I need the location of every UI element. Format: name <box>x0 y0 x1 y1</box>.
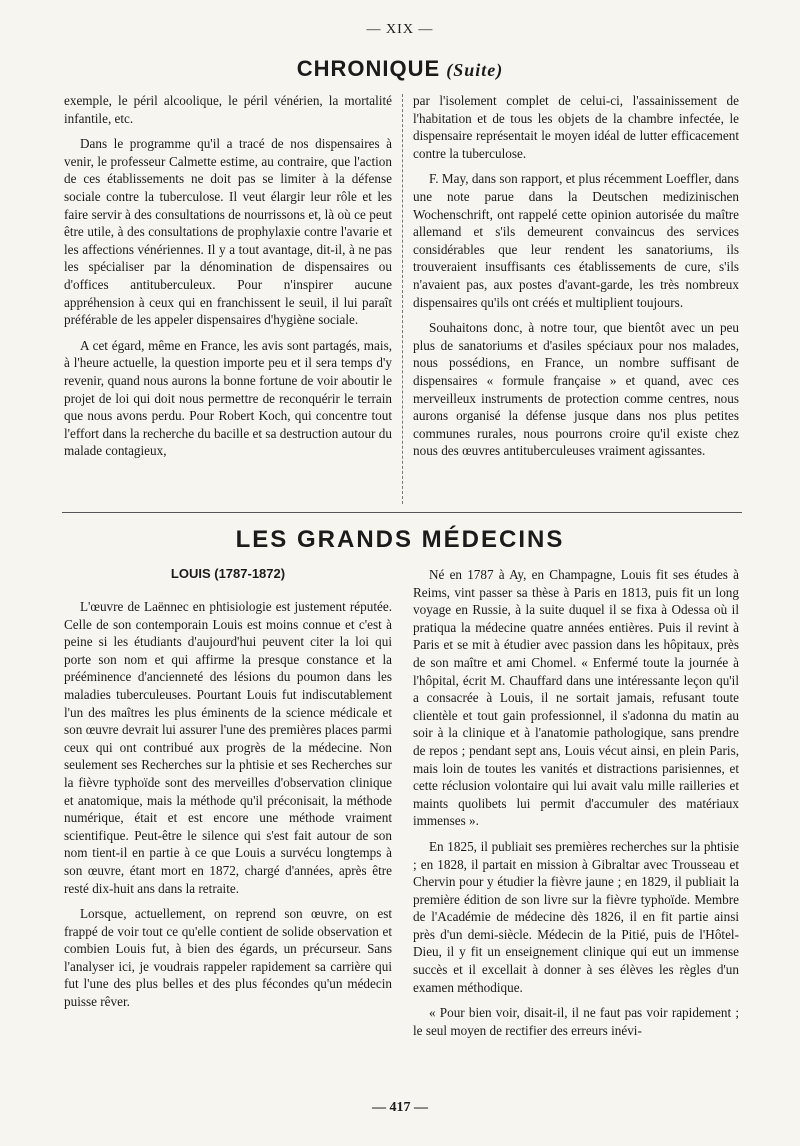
paragraph: Souhaitons donc, à notre tour, que bientôt avec un peu plus de sanatoriums et d'asiles spéciaux pour nos malades, nous possédions, en France, un nombre suffisant de dispensaires « formule française » et quand, avec ces merveilleux instruments de protection comme centres, nous aurons organisé la défense jusque dans nos plus petites communes rurales, nous pourrons croire qu'il existe chez nous des œuvres antituberculeuses vraiment agissantes. <box>413 320 739 459</box>
paragraph: « Pour bien voir, disait-il, il ne faut pas voir rapidement ; le seul moyen de rectifier des erreurs inévi- <box>413 1005 739 1038</box>
paragraph: Né en 1787 à Ay, en Champagne, Louis fit ses études à Reims, vint passer sa thèse à Paris en 1813, puis fit un long voyage en Russie, à la suite duquel il se fixa à Odessa où il pratiqua la médecine quatre années entières. Puis il revint à Paris et se mit à étudier avec passion dans les hôpitaux, près de son maître et ami Chomel. « Enfermé toute la journée à l'hôpital, écrit M. Chauffard dans une intéressante leçon qu'il a consacrée à Louis, il ne sortait jamais, refusant toute clientèle et tout gain professionnel, il s'adonna du matin au soir à la clinique et à l'anatomie pathologique, sans prendre de repos ; pendant sept ans, Louis vécut ainsi, en plein Paris, mais loin de toutes les vanités et distractions parisiennes, et cette réclusion volontaire qui lui avait valu mille railleries et maints quolibets lui permit d'accumuler des matériaux immenses ». <box>413 567 739 829</box>
column-divider <box>402 94 404 504</box>
chronique-left-column <box>64 92 392 460</box>
paragraph: Dans le programme qu'il a tracé de nos dispensaires à venir, le professeur Calmette estime, au contraire, que l'action de ces établissements ne doit pas se limiter à la défense sociale contre la tuberculose. Il veut élargir leur rôle et les faire servir à des consultations de nourrissons et, là où ce peut être utile, à des consultations de prophylaxie contre l'avarie et les affections vénériennes. Il y a tout avantage, dit-il, à ne pas les spécialiser par la dénomination de dispensaires ou d'offices antituberculeux. Pour n'inspirer aucune appréhension à ceux qui en franchissent le seuil, il lui paraît préférable de les appeler dispensaires d'hygiène sociale. <box>64 136 392 328</box>
section-title-chronique <box>0 56 800 82</box>
page-footer-number: — 417 — <box>372 1100 428 1115</box>
paragraph: A cet égard, même en France, les avis sont partagés, mais, à l'heure actuelle, la question importe peu et il sera temps d'y revenir, quand nous aurons la bonne fortune de voir aboutir le projet de loi qui doit nous permettre de reconquérir le terrain que nous avons perdu. Pour Robert Koch, qui concentre tout l'effort dans la recherche du bacille et sa destruction autour du malade contagieux, <box>64 337 392 459</box>
page-header-number: — XIX — <box>366 22 434 37</box>
paragraph: Lorsque, actuellement, on reprend son œuvre, on est frappé de voir tout ce qu'elle contient de solide observation et combien Louis fut, à bien des égards, un précurseur. Sans l'analyser ici, je voudrais rappeler rapidement sa carrière qui fut l'une des plus belles et des plus fécondes qu'un médecin puisse rêver. <box>64 906 392 1010</box>
section-divider <box>62 512 742 513</box>
article-title: LOUIS (1787-1872) <box>170 566 286 581</box>
paragraph: exemple, le péril alcoolique, le péril vénérien, la mortalité infantile, etc. <box>64 93 392 126</box>
chronique-title: CHRONIQUE <box>296 56 441 81</box>
chronique-subtitle: (Suite) <box>446 60 504 80</box>
paragraph: F. May, dans son rapport, et plus récemment Loeffler, dans une note parue dans la Deutschen medizinischen Wochenschrift, ont rappelé cette opinion autorisée du maître allemand et s'ils demeurent convaincus des services considérables que leur rendent les sanatoriums, ils trouveraient insuffisants ces établissements de cure, s'ils n'avaient pas, aux postes d'avant-garde, les très nombreux dispensaires qu'ils ont créés et multiplient toujours. <box>413 171 739 310</box>
paragraph: En 1825, il publiait ses premières recherches sur la phtisie ; en 1828, il partait en mission à Gibraltar avec Trousseau et Chervin pour y étudier la fièvre jaune ; en 1829, il publiait la première édition de son livre sur la fièvre typhoïde. Membre de l'Académie de médecine dès 1826, il en fit partie ainsi près d'un demi-siècle. Médecin de la Pitié, puis de l'Hôtel-Dieu, il y fit un enseignement clinique qui eut un immense succès et il excellait à donner à ses élèves les règles d'un examen méthodique. <box>413 838 739 995</box>
paragraph: L'œuvre de Laënnec en phtisiologie est justement réputée. Celle de son contemporain Louis est moins connue et c'est à peine si les étudiants d'aujourd'hui peuvent citer la loi qui porte son nom et qui affirme la presque constance et la prééminence d'ancienneté des lésions du poumon dans les maladies tuberculeuses. Pourtant Louis fut indiscutablement l'un des maîtres les plus éminents de la science médicale et son œuvre devrait lui assurer l'une des premières places parmi ceux qui ont contribué aux progrès de la médecine. Non seulement ses Recherches sur la phtisie et ses Recherches sur la fièvre typhoïde sont des merveilles d'observation clinique et anatomique, mais la méthode qu'il préconisait, la méthode numérique, était et est encore une méthode vraiment scientifique. Peut-être le silence qui s'est fait autour de son nom tient-il en partie à ce que Louis a survécu longtemps à son œuvre, étant mort en 1872, chargé d'années, après être resté dix-huit ans dans la retraite. <box>64 599 392 896</box>
section-title-grands-medecins: LES GRANDS MÉDECINS <box>235 526 565 553</box>
louis-right-column <box>413 566 739 1039</box>
paragraph: par l'isolement complet de celui-ci, l'assainissement de l'habitation et de tous les objets de la chambre infectée, le dispensaire représentait le moyen idéal de lutter efficacement contre la tuberculose. <box>413 93 739 161</box>
louis-left-column <box>64 598 392 1011</box>
chronique-right-column <box>413 92 739 460</box>
